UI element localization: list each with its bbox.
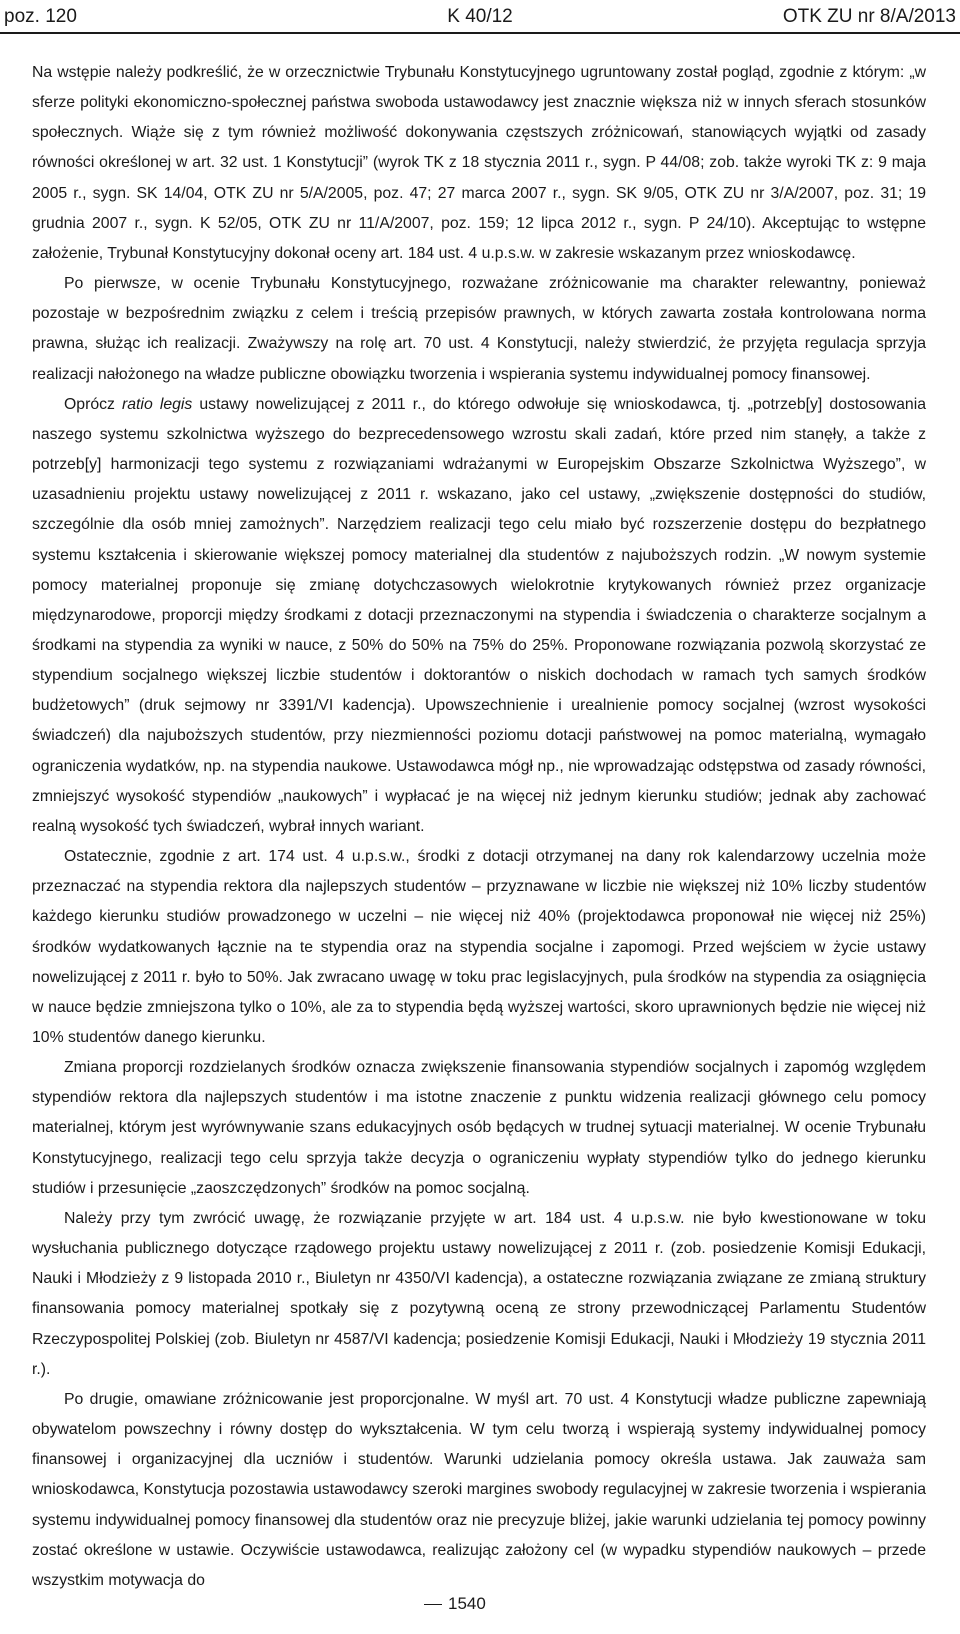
paragraph-second-argument: Po drugie, omawiane zróżnicowanie jest proporcjonalne. W myśl art. 70 ust. 4 Konstytucji władze publiczne zapewniają obywatelom powszechny i równy dostęp do wykształcenia. W tym celu tworzą i wspierają systemy indywidualnej pomocy finansowej i organizacyjnej dla uczniów i studentów. Warunki udzielania pomocy określa ustawa. Jak zauważa sam wnioskodawca, Konstytucja pozostawia ustawodawcy szeroki margines swobody regulacyjnej w zakresie tworzenia i wspierania systemu indywidualnej pomocy finansowej dla studentów oraz nie precyzuje bliżej, jakie warunki udzielania tej pomocy powinny zostać określone w ustawie. Oczywiście ustawodawca, realizując założony cel (w wypadku stypendiów naukowych – przede wszystkim motywacja do	[32, 1390, 926, 1589]
paragraph-legislative-process: Należy przy tym zwrócić uwagę, że rozwiązanie przyjęte w art. 184 ust. 4 u.p.s.w. nie było kwestionowane w toku wysłuchania publicznego dotyczące rządowego projektu ustawy nowelizującej z 2011 r. (zob. posiedzenie Komisji Edukacji, Nauki i Młodzieży z 9 listopada 2010 r., Biuletyn nr 4350/VI kadencja), a ostateczne rozwiązania związane ze zmianą struktury finansowania pomocy materialnej spotkały się z pozytywną oceną ze strony przewodniczącej Parlamentu Studentów Rzeczypospolitej Polskiej (zob. Biuletyn nr 4587/VI kadencja; posiedzenie Komisji Edukacji, Nauki i Młodzieży 19 stycznia 2011 r.).	[32, 1209, 926, 1378]
page-number-dash	[424, 1604, 442, 1605]
paragraph-proportions: Zmiana proporcji rozdzielanych środków oznacza zwiększenie finansowania stypendiów socjalnych i zapomóg względem stypendiów rektora dla najlepszych studentów i ma istotne znaczenie z punktu widzenia realizacji głównego celu pomocy materialnej, którym jest wyrównywanie szans edukacyjnych osób będących w trudnej sytuacji materialnej. W ocenie Trybunału Konstytucyjnego, realizacji tego celu sprzyja także decyzja o ograniczeniu wypłaty stypendiów tylko do jednego kierunku studiów i przesunięcie „zaoszczędzonych” środków na pomoc socjalną.	[32, 1059, 926, 1197]
header-divider	[0, 32, 960, 34]
case-signature: K 40/12	[447, 6, 513, 27]
page-number: 1540	[448, 1594, 486, 1613]
publication-reference: OTK ZU nr 8/A/2013	[782, 6, 956, 27]
paragraph-intro: Na wstępie należy podkreślić, że w orzecznictwie Trybunału Konstytucyjnego ugruntowany został pogląd, zgodnie z którym: „w sferze polityki ekonomiczno-społecznej państwa swoboda ustawodawcy jest znacznie większa niż w innych sferach stosunków społecznych. Wiąże się z tym również możliwość dokonywania częstszych zróżnicowań, stanowiących wyjątki od zasady równości określonej w art. 32 ust. 1 Konstytucji” (wyrok TK z 18 stycznia 2011 r., sygn. P 44/08; zob. także wyroki TK z: 9 maja 2005 r., sygn. SK 14/04, OTK ZU nr 5/A/2005, poz. 47; 27 marca 2007 r., sygn. SK 9/05, OTK ZU nr 3/A/2007, poz. 31; 19 grudnia 2007 r., sygn. K 52/05, OTK ZU nr 11/A/2007, poz. 159; 12 lipca 2012 r., sygn. P 24/10). Akceptując to wstępne założenie, Trybunał Konstytucyjny dokonał oceny art. 184 ust. 4 u.p.s.w. w zakresie wskazanym przez wnioskodawcę.	[32, 64, 926, 262]
page-footer	[0, 1590, 960, 1622]
paragraph-ratio-legis: Oprócz ratio legis ustawy nowelizującej z 2011 r., do którego odwołuje się wnioskodawca, tj. „potrzeb[y] dostosowania naszego systemu szkolnictwa wyższego do bezprecedensowego wzrostu skali zadań, które przed nim stanęły, a także z potrzeb[y] harmonizacji tego systemu z rozwiązaniami wdrażanymi w Europejskim Obszarze Szkolnictwa Wyższego”, w uzasadnieniu projektu ustawy nowelizującej z 2011 r. wskazano, jako cel ustawy, „zwiększenie dostępności do studiów, szczególnie dla osób mniej zamożnych”. Narzędziem realizacji tego celu miało być rozszerzenie dostępu do bezpłatnego systemu kształcenia i skierowanie większej pomocy materialnej dla studentów z najuboższych rodzin. „W nowym systemie pomocy materialnej proponuje się zmianę dotychczasowych wielokrotnie krytykowanych również przez organizacje międzynarodowe, proporcji między środkami z dotacji przeznaczonymi na stypendia i świadczenia o charakterze socjalnym a środkami na stypendia za wyniki w nauce, z 50% do 50% na 75% do 25%. Proponowane rozwiązania pozwolą skorzystać ze stypendium socjalnego większej liczbie studentów i doktorantów o niskich dochodach w ramach tych samych środków budżetowych” (druk sejmowy nr 3391/VI kadencja). Upowszechnienie i urealnienie pomocy socjalnej (wzrost wysokości świadczeń) dla najuboższych studentów, przy niezmienności poziomu dotacji państwowej na pomoc materialną, wymagało ograniczenia wydatków, np. na stypendia naukowe. Ustawodawca mógł np., nie wprowadzając odstępstwa od zasady równości, zmniejszyć wysokość stypendiów „naukowych” i wypłacać je na więcej niż jednym kierunku studiów; jednak aby zachować realną wysokość tych świadczeń, wybrał innych wariant.	[32, 395, 926, 835]
document-body	[32, 58, 926, 1596]
paragraph-first-argument: Po pierwsze, w ocenie Trybunału Konstytucyjnego, rozważane zróżnicowanie ma charakter relewantny, ponieważ pozostaje w bezpośrednim związku z celem i treścią przepisów prawnych, w których zawarta została kontrolowana norma prawna, służąc ich realizacji. Zważywszy na rolę art. 70 ust. 4 Konstytucji, należy stwierdzić, że przyjęta regulacja sprzyja realizacji nałożonego na władze publiczne obowiązku tworzenia i wspierania systemu indywidualnej pomocy finansowej.	[32, 275, 926, 383]
paragraph-art-174: Ostatecznie, zgodnie z art. 174 ust. 4 u.p.s.w., środki z dotacji otrzymanej na dany rok kalendarzowy uczelnia może przeznaczać na stypendia rektora dla najlepszych studentów – przyznawane w liczbie nie większej niż 10% liczby studentów każdego kierunku studiów prowadzonego w uczelni – nie więcej niż 40% (projektodawca proponował nie więcej niż 25%) środków wydatkowanych łącznie na te stypendia oraz na stypendia socjalne i zapomogi. Przed wejściem w życie ustawy nowelizującej z 2011 r. było to 50%. Jak zwracano uwagę w toku prac legislacyjnych, pula środków na stypendia za osiągnięcia w nauce będzie zmniejszona tylko o 10%, ale za to stypendia będą wyższej wartości, skoro uprawnionych będzie nie więcej niż 10% studentów danego kierunku.	[32, 848, 926, 1046]
page-header	[0, 0, 960, 42]
latin-phrase: ratio legis	[122, 395, 193, 413]
position-number: poz. 120	[4, 6, 77, 27]
